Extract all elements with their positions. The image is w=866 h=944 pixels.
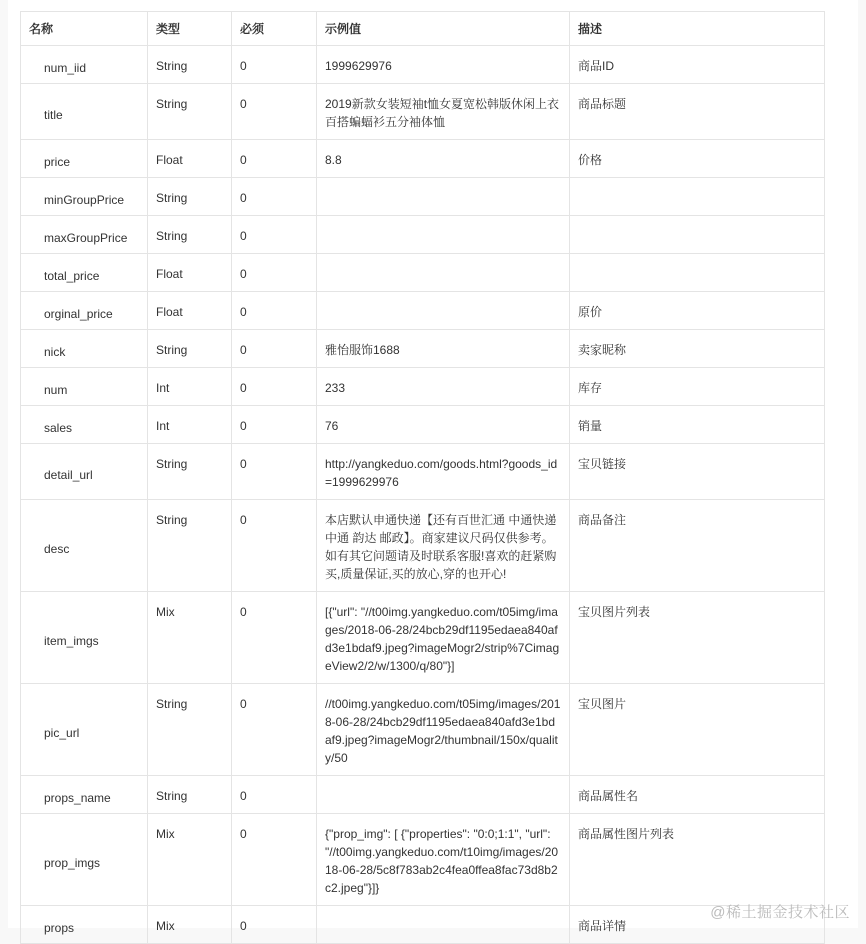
cell-example [317,216,570,254]
cell-example [317,292,570,330]
cell-required: 0 [232,330,317,368]
cell-required: 0 [232,368,317,406]
cell-name: desc [21,500,148,592]
cell-required: 0 [232,292,317,330]
cell-required: 0 [232,46,317,84]
cell-type: String [148,684,232,776]
table-row [21,178,825,216]
cell-type: String [148,216,232,254]
cell-type: String [148,178,232,216]
table-row [21,330,825,368]
cell-required: 0 [232,406,317,444]
cell-name: title [21,84,148,140]
cell-description [570,216,825,254]
cell-description: 卖家昵称 [570,330,825,368]
cell-type: Float [148,254,232,292]
cell-type: String [148,46,232,84]
cell-description: 宝贝链接 [570,444,825,500]
cell-type: String [148,330,232,368]
cell-example: http://yangkeduo.com/goods.html?goods_id=1999629976 [317,444,570,500]
cell-type: Int [148,368,232,406]
cell-name: num [21,368,148,406]
cell-type: Mix [148,906,232,944]
cell-type: String [148,84,232,140]
cell-name: price [21,140,148,178]
cell-name: minGroupPrice [21,178,148,216]
cell-example: 本店默认申通快递【还有百世汇通 中通快递 中通 韵达 邮政】。商家建议尺码仅供参考。如有其它问题请及时联系客服!喜欢的赶紧购买,质量保证,买的放心,穿的也开心! [317,500,570,592]
cell-example: [{"url": "//t00img.yangkeduo.com/t05img/images/2018-06-28/24bcb29df1195edaea840afd3e1bdaf9.jpeg?imageMogr2/strip%7CimageView2/2/w/1300/q/80"}] [317,592,570,684]
cell-required: 0 [232,906,317,944]
header-example: 示例值 [317,12,570,46]
table-body [21,46,825,944]
cell-name: props [21,906,148,944]
cell-example: 233 [317,368,570,406]
cell-example [317,906,570,944]
cell-required: 0 [232,216,317,254]
table-row [21,406,825,444]
cell-description [570,178,825,216]
table-row [21,906,825,944]
cell-description: 商品详情 [570,906,825,944]
cell-description: 库存 [570,368,825,406]
cell-required: 0 [232,684,317,776]
cell-name: sales [21,406,148,444]
cell-description: 商品属性图片列表 [570,814,825,906]
cell-type: Mix [148,814,232,906]
cell-type: String [148,444,232,500]
table-row [21,814,825,906]
cell-type: String [148,776,232,814]
watermark: @稀土掘金技术社区 [710,904,850,921]
table-row [21,684,825,776]
table-row [21,592,825,684]
cell-description: 商品标题 [570,84,825,140]
cell-required: 0 [232,776,317,814]
table-row [21,216,825,254]
cell-example [317,178,570,216]
cell-description: 价格 [570,140,825,178]
page-container [8,0,858,935]
cell-example: 8.8 [317,140,570,178]
cell-name: num_iid [21,46,148,84]
cell-example [317,776,570,814]
table-row [21,254,825,292]
cell-name: item_imgs [21,592,148,684]
cell-description: 商品属性名 [570,776,825,814]
cell-description: 商品备注 [570,500,825,592]
cell-example: //t00img.yangkeduo.com/t05img/images/2018-06-28/24bcb29df1195edaea840afd3e1bdaf9.jpeg?imageMogr2/thumbnail/150x/quality/50 [317,684,570,776]
cell-description: 商品ID [570,46,825,84]
cell-name: total_price [21,254,148,292]
cell-required: 0 [232,178,317,216]
header-type: 类型 [148,12,232,46]
cell-example [317,254,570,292]
header-name: 名称 [21,12,148,46]
cell-name: prop_imgs [21,814,148,906]
cell-name: props_name [21,776,148,814]
cell-required: 0 [232,500,317,592]
table-row [21,46,825,84]
table-row [21,292,825,330]
cell-description: 原价 [570,292,825,330]
cell-example: 1999629976 [317,46,570,84]
cell-description: 宝贝图片列表 [570,592,825,684]
header-required: 必须 [232,12,317,46]
cell-type: Float [148,292,232,330]
cell-name: orginal_price [21,292,148,330]
cell-required: 0 [232,814,317,906]
cell-name: detail_url [21,444,148,500]
cell-example: 雅怡服饰1688 [317,330,570,368]
cell-example: 2019新款女装短袖t恤女夏宽松韩版休闲上衣百搭蝙蝠衫五分袖体恤 [317,84,570,140]
header-row [21,12,825,46]
table-row [21,500,825,592]
cell-name: nick [21,330,148,368]
cell-example: {"prop_img": [ {"properties": "0:0;1:1", "url": "//t00img.yangkeduo.com/t10img/images/2018-06-28/5c8f783ab2c4fea0ffea8fac73d8b2c2.jpeg"}]} [317,814,570,906]
cell-example: 76 [317,406,570,444]
header-description: 描述 [570,12,825,46]
cell-description: 销量 [570,406,825,444]
cell-name: maxGroupPrice [21,216,148,254]
cell-required: 0 [232,84,317,140]
table-row [21,368,825,406]
api-fields-table [20,11,825,944]
cell-name: pic_url [21,684,148,776]
table-row [21,84,825,140]
cell-type: Float [148,140,232,178]
cell-type: String [148,500,232,592]
cell-required: 0 [232,444,317,500]
table-row [21,140,825,178]
cell-required: 0 [232,254,317,292]
cell-type: Mix [148,592,232,684]
cell-description: 宝贝图片 [570,684,825,776]
cell-required: 0 [232,592,317,684]
cell-required: 0 [232,140,317,178]
table-row [21,776,825,814]
cell-type: Int [148,406,232,444]
table-row [21,444,825,500]
cell-description [570,254,825,292]
